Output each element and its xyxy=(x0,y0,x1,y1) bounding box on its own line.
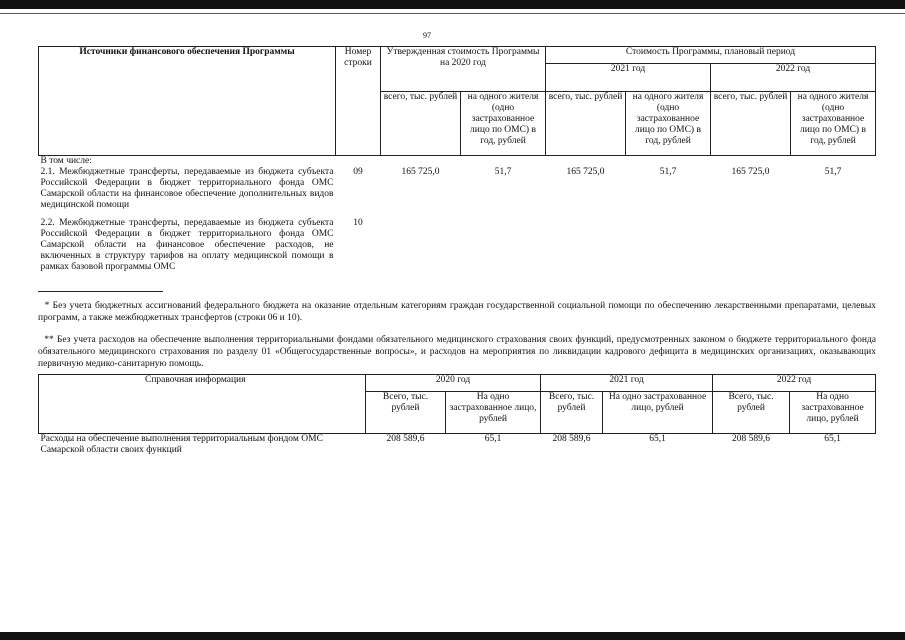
row-total-2020: 165 725,0 xyxy=(401,167,440,177)
subheader-per-resident-2022: на одного жителя (одно застрахованное лицо по ОМС) в год, рублей xyxy=(791,92,876,156)
footnote-2 xyxy=(38,334,876,370)
header-year-2021: 2021 год xyxy=(541,375,713,392)
program-funding-table xyxy=(38,46,876,273)
header-line-number: Номер строки xyxy=(336,47,381,156)
header-sources: Источники финансового обеспечения Программы xyxy=(39,47,336,156)
subheader-total-2020: всего, тыс. рублей xyxy=(381,92,461,156)
including-label: В том числе: xyxy=(40,156,92,166)
row-per-insured-2021: 65,1 xyxy=(649,434,666,444)
header-planned-cost: Стоимость Программы, плановый период xyxy=(546,47,876,64)
row-per-resident-2022: 51,7 xyxy=(824,167,842,177)
subheader-per-resident-2020: на одного жителя (одно застрахованное лицо по ОМС) в год, рублей xyxy=(461,92,546,156)
header-year-2020: 2020 год xyxy=(366,375,541,392)
subheader-total-2021: всего, тыс. рублей xyxy=(546,92,626,156)
row-total-2021: 165 725,0 xyxy=(566,167,605,177)
row-description: 2.1. Межбюджетные трансферты, передаваемые из бюджета субъекта Российской Федерации в бюджет территориального фонда ОМС Самарской области на финансовое обеспечение дополнительных видов медицинской помощи xyxy=(40,167,334,210)
row-per-resident-2020: 51,7 xyxy=(494,167,512,177)
footnote-1-text: * Без учета бюджетных ассигнований федерального бюджета на оказание отдельным категориям граждан государственной социальной помощи по обеспечению лекарственными препаратами, целевых программ, а также межбюджетных трансфертов (строки 06 и 10). xyxy=(38,301,876,323)
row-per-resident-2021: 51,7 xyxy=(659,167,677,177)
subheader-total-2022: всего, тыс. рублей xyxy=(711,92,791,156)
row-per-insured-2020: 65,1 xyxy=(484,434,502,444)
reference-info-table xyxy=(38,374,876,456)
header-approved-cost: Утвержденная стоимость Программы на 2020 год xyxy=(381,47,546,92)
row-total-2020: 208 589,6 xyxy=(386,434,425,444)
subheader-total-2020: Всего, тыс. рублей xyxy=(366,392,446,434)
header-year-2021: 2021 год xyxy=(546,64,711,92)
page-number: 97 xyxy=(423,31,431,40)
header-year-2022: 2022 год xyxy=(711,64,876,92)
header-reference-info: Справочная информация xyxy=(39,375,366,434)
row-description: Расходы на обеспечение выполнения территориальным фондом ОМС Самарской области своих функций xyxy=(40,434,323,455)
row-line-number: 10 xyxy=(353,218,363,228)
table-row xyxy=(39,434,876,457)
subheader-total-2022: Всего, тыс. рублей xyxy=(713,392,790,434)
bottom-scan-border xyxy=(0,632,905,640)
header-year-2022: 2022 год xyxy=(713,375,876,392)
subheader-per-insured-2021: На одно застрахованное лицо, рублей xyxy=(603,392,713,434)
subheader-per-insured-2020: На одно застрахованное лицо, рублей xyxy=(446,392,541,434)
top-scan-border xyxy=(0,0,905,9)
table-row xyxy=(39,218,876,273)
subheader-total-2021: Всего, тыс. рублей xyxy=(541,392,603,434)
row-total-2022: 208 589,6 xyxy=(732,434,771,444)
footnote-separator xyxy=(38,291,163,292)
footnote-2-text: ** Без учета расходов на обеспечение выполнения территориальными фондами обязательного медицинского страхования своих функций, предусмотренных законом о бюджете территориального фонда обязательного медицинского страхования по разделу 01 «Общегосударственные вопросы», и расходов на мероприятия по ликвидации кадрового дефицита в медицинских организациях, оказывающих первичную медико-санитарную помощь. xyxy=(38,335,877,369)
footnote-1 xyxy=(38,300,876,324)
table-row xyxy=(39,167,876,211)
row-line-number: 09 xyxy=(353,167,363,177)
row-total-2022: 165 725,0 xyxy=(731,167,770,177)
row-per-insured-2022: 65,1 xyxy=(824,434,841,444)
top-rule xyxy=(0,13,905,14)
subheader-per-resident-2021: на одного жителя (одно застрахованное лицо по ОМС) в год, рублей xyxy=(626,92,711,156)
subheader-per-insured-2022: На одно застрахованное лицо, рублей xyxy=(790,392,876,434)
row-total-2021: 208 589,6 xyxy=(552,434,591,444)
row-description: 2.2. Межбюджетные трансферты, передаваемые из бюджета субъекта Российской Федерации в бюджет территориального фонда ОМС Самарской области на финансовое обеспечение расходов, не включенных в структуру тарифов на оплату медицинской помощи в рамках базовой программы ОМС xyxy=(40,218,334,272)
